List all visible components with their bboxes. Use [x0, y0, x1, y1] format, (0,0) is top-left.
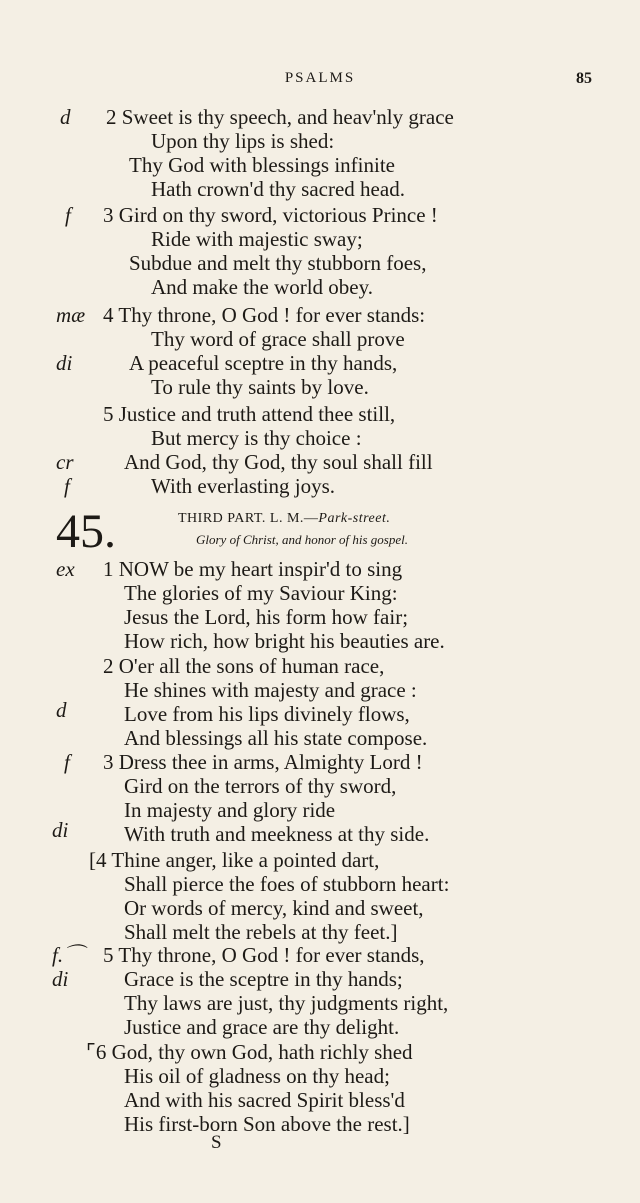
- verse-line: 2 Sweet is thy speech, and heav'nly grace: [106, 105, 454, 129]
- dynamic-mark: di: [52, 967, 69, 991]
- verse-line: 2 O'er all the sons of human race,: [103, 654, 385, 678]
- dynamic-mark: di: [56, 351, 73, 375]
- verse-line: Hath crown'd thy sacred head.: [151, 177, 405, 201]
- verse-line: But mercy is thy choice :: [151, 426, 362, 450]
- dynamic-mark: cr: [56, 450, 74, 474]
- verse-line: Grace is the sceptre in thy hands;: [124, 967, 403, 991]
- verse-line: Or words of mercy, kind and sweet,: [124, 896, 424, 920]
- signature-mark: S: [211, 1132, 222, 1153]
- verse-line: His first-born Son above the rest.]: [124, 1112, 410, 1136]
- verse-line: Gird on the terrors of thy sword,: [124, 774, 397, 798]
- verse-line: His oil of gladness on thy head;: [124, 1064, 390, 1088]
- dynamic-mark: ex: [56, 557, 75, 581]
- verse-line: Shall pierce the foes of stubborn heart:: [124, 872, 450, 896]
- verse-line: And with his sacred Spirit bless'd: [124, 1088, 405, 1112]
- hymn-tune: Park-street.: [318, 511, 391, 526]
- verse-line: Thy laws are just, thy judgments right,: [124, 991, 449, 1015]
- dynamic-mark: f: [64, 474, 70, 498]
- hymn-heading: [178, 511, 390, 527]
- verse-line: And make the world obey.: [151, 275, 373, 299]
- verse-line: A peaceful sceptre in thy hands,: [129, 351, 398, 375]
- hymn-subtitle: Glory of Christ, and honor of his gospel.: [196, 532, 408, 547]
- verse-line: Upon thy lips is shed:: [151, 129, 335, 153]
- dynamic-mark: f: [64, 750, 70, 774]
- verse-line: With everlasting joys.: [151, 474, 336, 498]
- verse-line: 4 Thy throne, O God ! for ever stands:: [103, 303, 426, 327]
- verse-line: 5 Justice and truth attend thee still,: [103, 402, 396, 426]
- verse-line: Jesus the Lord, his form how fair;: [124, 605, 409, 629]
- verse-line: And blessings all his state compose.: [124, 726, 428, 750]
- verse-line: Subdue and melt thy stubborn foes,: [129, 251, 427, 275]
- dynamic-mark: d: [60, 105, 71, 129]
- dynamic-mark: f.⌒: [52, 943, 85, 967]
- verse-line: [4 Thine anger, like a pointed dart,: [89, 848, 380, 872]
- verse-line: How rich, how bright his beauties are.: [124, 629, 445, 653]
- verse-line: Thy word of grace shall prove: [151, 327, 405, 351]
- verse-line: 3 Dress thee in arms, Almighty Lord !: [103, 750, 423, 774]
- hymn-meter: L. M.—: [269, 511, 319, 526]
- verse-line: Shall melt the rebels at thy feet.]: [124, 920, 398, 944]
- dynamic-mark: mæ: [56, 303, 86, 327]
- page-number: 85: [576, 70, 592, 87]
- verse-line: He shines with majesty and grace :: [124, 678, 417, 702]
- verse-line: To rule thy saints by love.: [151, 375, 369, 399]
- verse-line: 5 Thy throne, O God ! for ever stands,: [103, 943, 425, 967]
- verse-line: With truth and meekness at thy side.: [124, 822, 430, 846]
- hymn-part: THIRD PART.: [178, 511, 266, 526]
- dynamic-mark: d: [56, 698, 67, 722]
- verse-line: ⌜6 God, thy own God, hath richly shed: [86, 1040, 413, 1064]
- verse-line: 1 NOW be my heart inspir'd to sing: [103, 557, 403, 581]
- verse-line: The glories of my Saviour King:: [124, 581, 398, 605]
- verse-line: And God, thy God, thy soul shall fill: [124, 450, 433, 474]
- verse-line: Thy God with blessings infinite: [129, 153, 395, 177]
- verse-line: Ride with majestic sway;: [151, 227, 363, 251]
- dynamic-mark: f: [65, 203, 71, 227]
- dynamic-mark: di: [52, 818, 69, 842]
- verse-line: 3 Gird on thy sword, victorious Prince !: [103, 203, 438, 227]
- verse-line: Love from his lips divinely flows,: [124, 702, 410, 726]
- running-header: PSALMS: [284, 70, 356, 86]
- verse-line: Justice and grace are thy delight.: [124, 1015, 400, 1039]
- verse-line: In majesty and glory ride: [124, 798, 336, 822]
- psalm-number: 45.: [56, 505, 116, 558]
